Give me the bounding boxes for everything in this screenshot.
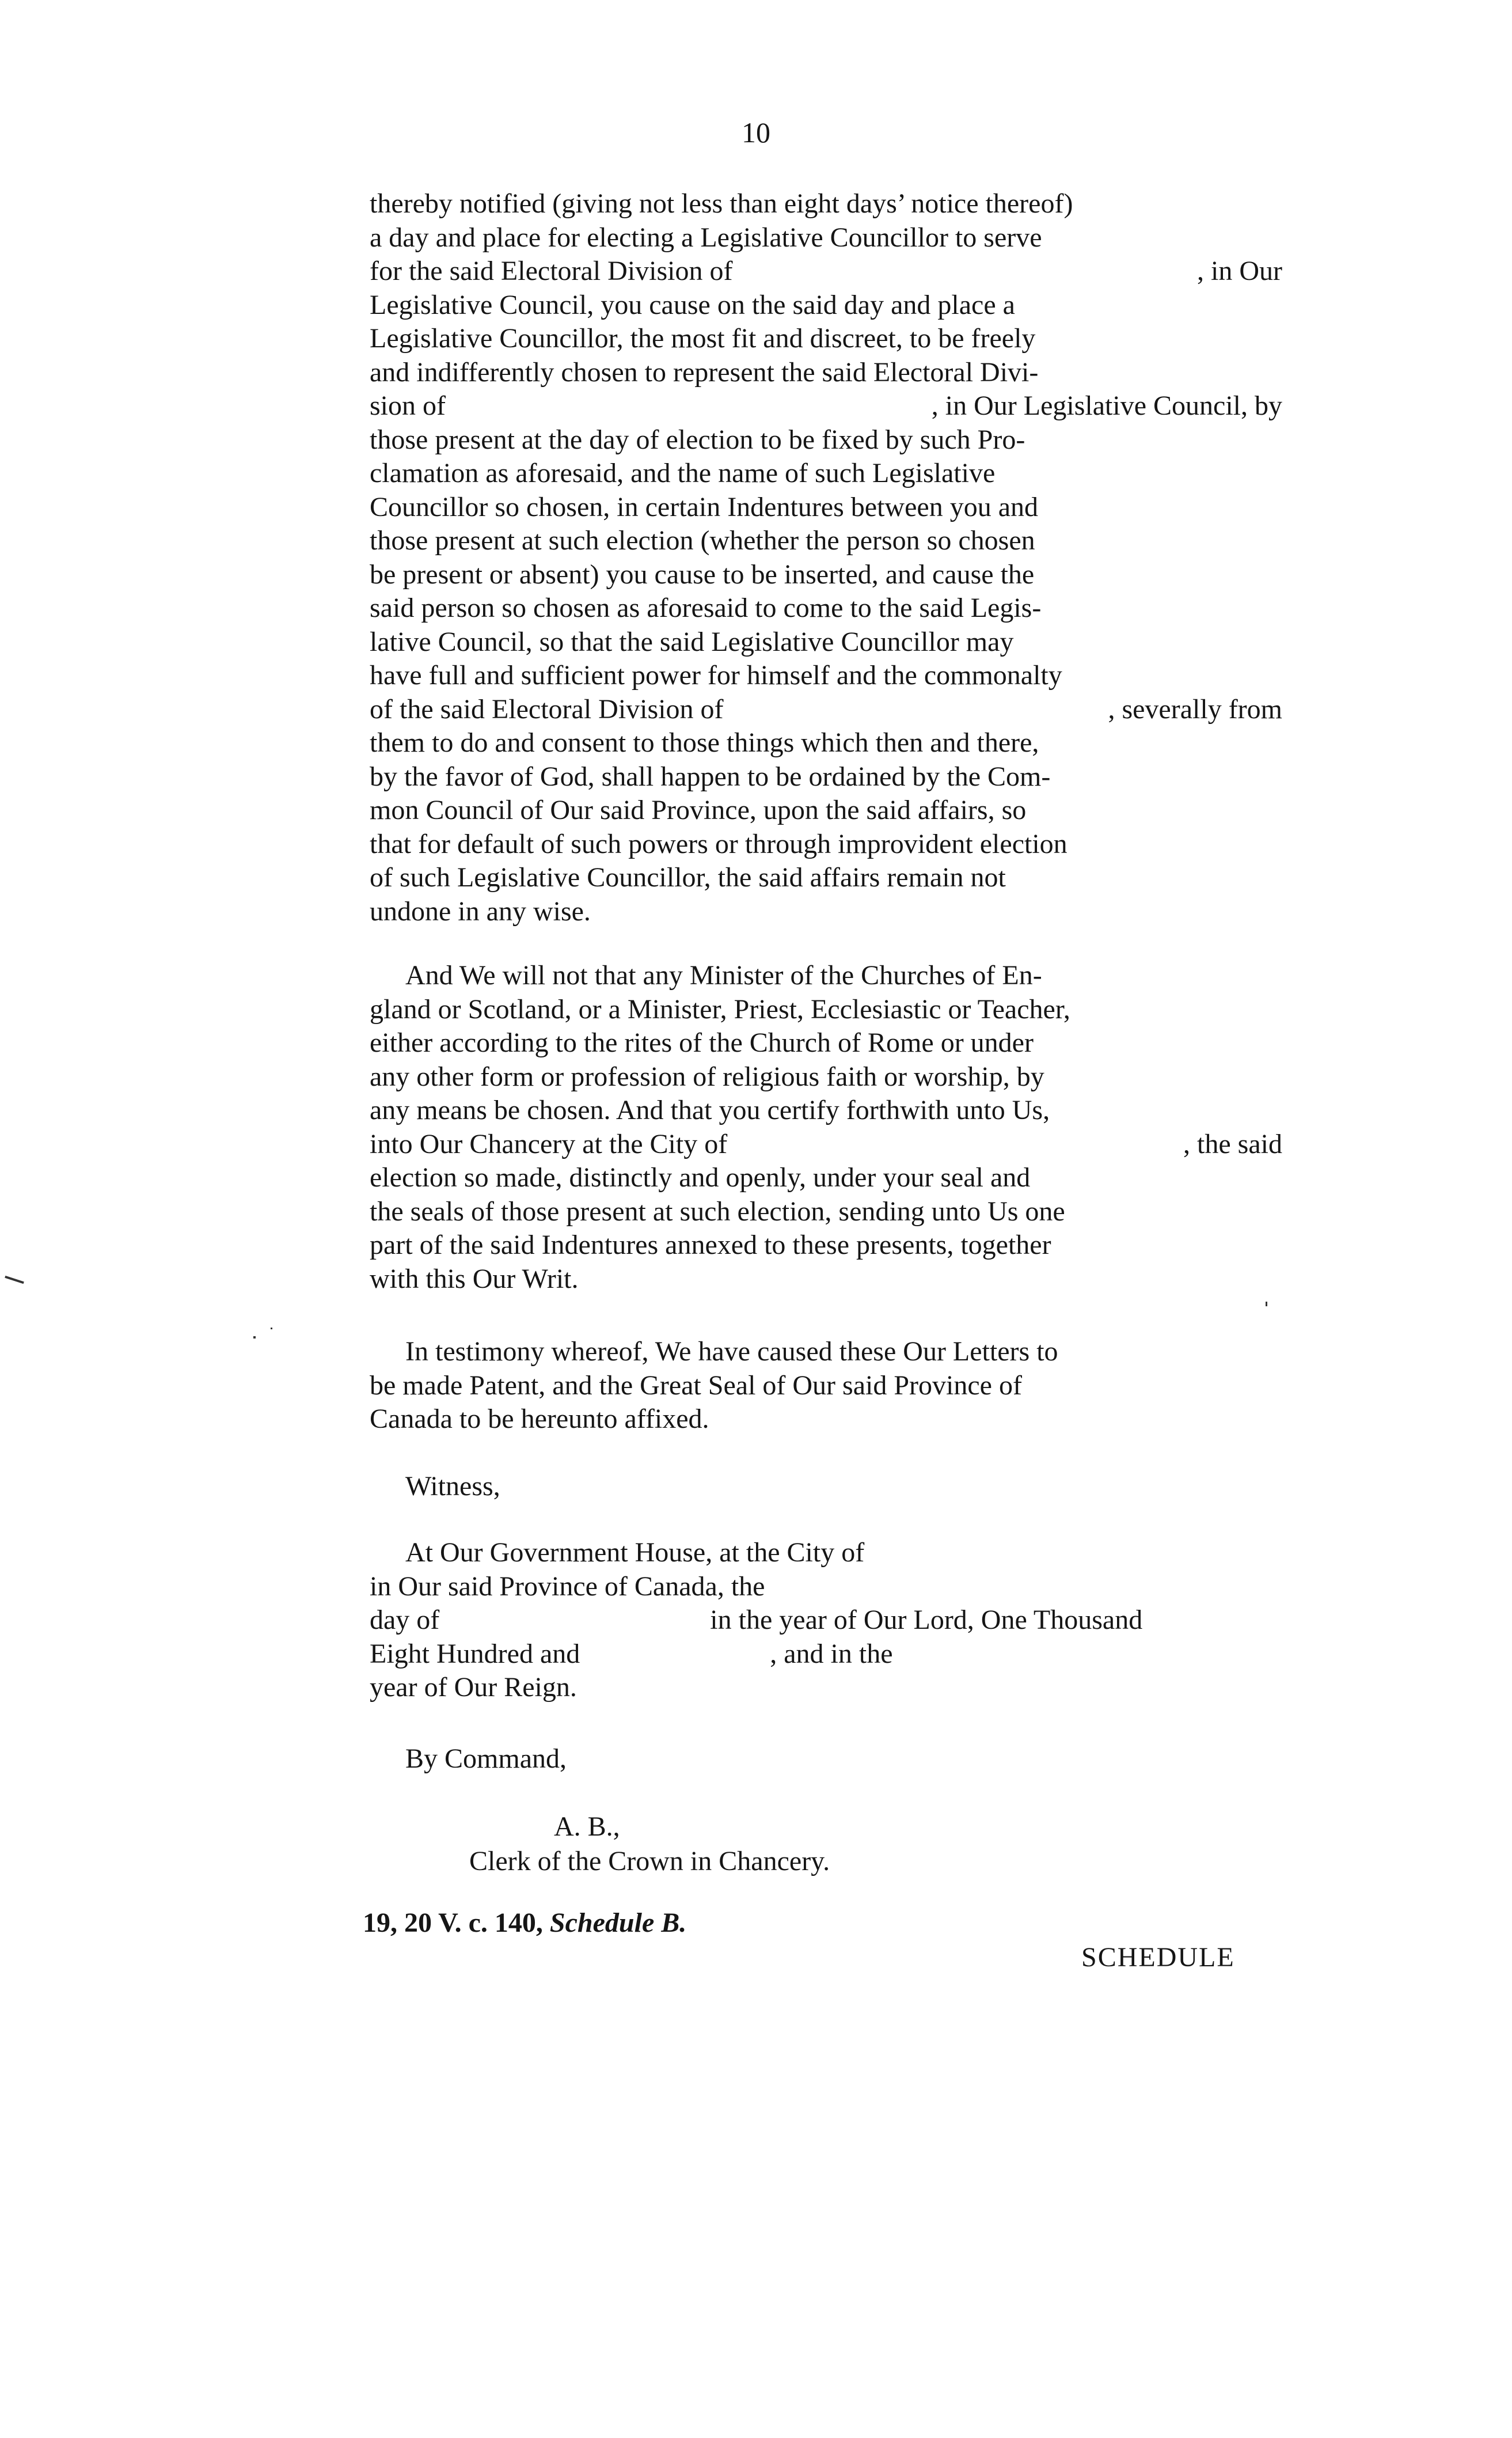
paragraph-testimony <box>370 1335 1282 1436</box>
text-line <box>370 828 1282 862</box>
text-segment: either according to the rites of the Church of Rome or under <box>370 1027 1034 1058</box>
text-line <box>370 423 1282 457</box>
witness-label: Witness, <box>405 1471 500 1502</box>
text-segment: by the favor of God, shall happen to be ordained by the Com- <box>370 761 1051 792</box>
text-line <box>370 1060 1282 1094</box>
text-line <box>370 1128 1282 1162</box>
text-segment: Legislative Councillor, the most fit and discreet, to be freely <box>370 323 1036 354</box>
text-segment: part of the said Indentures annexed to these presents, together <box>370 1230 1051 1260</box>
text-line <box>370 959 1282 993</box>
text-segment: Legislative Council, you cause on the said day and place a <box>370 289 1015 320</box>
text-segment: , in Our Legislative Council, by <box>931 390 1282 421</box>
signatory-initials: A. B., <box>554 1811 620 1842</box>
text-line <box>370 1229 1282 1262</box>
text-line <box>370 1369 1282 1403</box>
text-line <box>370 1742 1282 1776</box>
text-line <box>370 1262 1282 1296</box>
text-line <box>370 524 1282 558</box>
text-segment: , severally from <box>1108 693 1282 725</box>
text-line <box>370 659 1282 693</box>
text-segment: day of <box>370 1605 440 1635</box>
text-line <box>370 1402 1282 1436</box>
text-segment: into Our Chancery at the City of <box>370 1128 728 1159</box>
text-line <box>370 289 1282 323</box>
margin-speck <box>1266 1302 1267 1306</box>
text-line <box>370 861 1282 895</box>
text-line <box>370 1536 1282 1570</box>
text-segment: those present at such election (whether the person so chosen <box>370 525 1035 556</box>
text-segment: any other form or profession of religious faith or worship, by <box>370 1061 1044 1092</box>
text-segment: Councillor so chosen, in certain Indentures between you and <box>370 491 1038 522</box>
paragraph-disqualification <box>370 959 1282 1296</box>
text-segment: , the said <box>1183 1128 1282 1159</box>
text-line <box>370 1335 1282 1369</box>
text-line <box>370 221 1282 255</box>
text-segment: said person so chosen as aforesaid to come to the said Legis- <box>370 593 1042 623</box>
text-line <box>370 1637 1282 1671</box>
text-segment: have full and sufficient power for himself and the commonalty <box>370 660 1062 691</box>
text-segment: of such Legislative Councillor, the said affairs remain not <box>370 862 1006 893</box>
text-line <box>370 592 1282 625</box>
text-line <box>370 187 1282 221</box>
by-command-line <box>370 1742 1282 1776</box>
text-segment: and indifferently chosen to represent the said Electoral Divi- <box>370 357 1039 388</box>
text-segment: At Our Government House, at the City of <box>405 1537 865 1568</box>
paragraph-writ-body <box>370 187 1282 928</box>
text-segment: with this Our Writ. <box>370 1263 579 1294</box>
text-segment: gland or Scotland, or a Minister, Priest, Ecclesiastic or Teacher, <box>370 994 1070 1025</box>
by-command-label: By Command, <box>405 1743 567 1774</box>
text-line <box>370 255 1282 289</box>
text-line <box>370 1470 1282 1504</box>
text-line <box>370 1161 1282 1195</box>
text-segment: a day and place for electing a Legislative Councillor to serve <box>370 222 1042 253</box>
text-line <box>370 491 1282 525</box>
text-segment: clamation as aforesaid, and the name of such Legislative <box>370 458 996 488</box>
text-line <box>370 1570 1282 1604</box>
text-segment: , and in the <box>770 1638 893 1669</box>
government-house-block <box>370 1536 1282 1705</box>
text-line <box>370 760 1282 794</box>
text-segment: year of Our Reign. <box>370 1672 577 1703</box>
text-segment: them to do and consent to those things which then and there, <box>370 727 1039 758</box>
text-segment: In testimony whereof, We have caused these Our Letters to <box>405 1336 1058 1367</box>
text-segment: Eight Hundred and <box>370 1638 580 1669</box>
text-line <box>370 1026 1282 1060</box>
text-line <box>370 356 1282 390</box>
text-segment: any means be chosen. And that you certify forthwith unto Us, <box>370 1095 1050 1125</box>
margin-mark <box>5 1276 24 1284</box>
text-segment: And We will not that any Minister of the Churches of En- <box>405 960 1042 991</box>
text-segment: be present or absent) you cause to be inserted, and cause the <box>370 559 1035 590</box>
text-segment: the seals of those present at such election, sending unto Us one <box>370 1196 1065 1227</box>
text-segment: undone in any wise. <box>370 896 591 927</box>
text-segment: thereby notified (giving not less than eight days’ notice thereof) <box>370 188 1073 219</box>
text-line <box>370 1671 1282 1705</box>
schedule-reference: Schedule B. <box>549 1908 687 1938</box>
text-segment: sion of <box>370 390 446 421</box>
text-line <box>370 322 1282 356</box>
text-segment: be made Patent, and the Great Seal of Our said Province of <box>370 1370 1022 1401</box>
text-line <box>370 558 1282 592</box>
margin-speck <box>271 1328 272 1329</box>
text-segment: in the year of Our Lord, One Thousand <box>710 1605 1143 1635</box>
text-segment: of the said Electoral Division of <box>370 693 724 725</box>
text-segment: election so made, distinctly and openly, under your seal and <box>370 1162 1031 1193</box>
text-segment: in Our said Province of Canada, the <box>370 1571 765 1602</box>
text-segment: Canada to be hereunto affixed. <box>370 1404 709 1434</box>
text-line <box>370 389 1282 423</box>
text-line <box>370 993 1282 1027</box>
text-segment: for the said Electoral Division of <box>370 256 733 286</box>
text-line <box>370 1603 1282 1637</box>
signatory-title: Clerk of the Crown in Chancery. <box>469 1846 830 1876</box>
text-segment: lative Council, so that the said Legislative Councillor may <box>370 626 1014 657</box>
text-line <box>370 1094 1282 1128</box>
text-line <box>370 895 1282 929</box>
statute-citation <box>363 1906 686 1940</box>
catchword: SCHEDULE <box>1081 1942 1235 1973</box>
witness-line <box>370 1470 1282 1504</box>
text-segment: , in Our <box>1197 256 1282 286</box>
text-segment: those present at the day of election to be fixed by such Pro- <box>370 424 1025 455</box>
text-segment: mon Council of Our said Province, upon the said affairs, so <box>370 795 1027 825</box>
text-line <box>370 625 1282 659</box>
text-line <box>370 457 1282 491</box>
text-line <box>370 794 1282 828</box>
text-segment: that for default of such powers or through improvident election <box>370 828 1067 859</box>
page-number: 10 <box>742 116 770 149</box>
text-line <box>370 693 1282 727</box>
margin-speck <box>253 1336 256 1339</box>
statute-reference: 19, 20 V. c. 140, <box>363 1908 543 1938</box>
text-line <box>370 726 1282 760</box>
text-line <box>370 1195 1282 1229</box>
